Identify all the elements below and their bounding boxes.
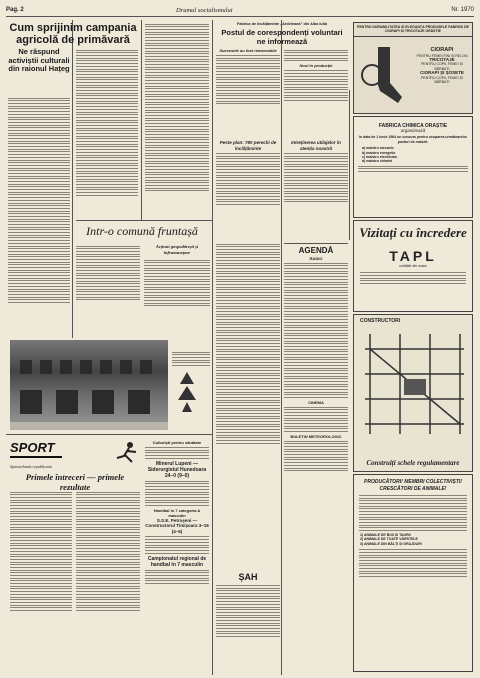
- ad-producers: PRODUCĂTORI! MEMBRI COLECTIVIȘTI! CRESCĂTORI DE ANIMALE! 1) ANIMALE DE BOII ȘI TAURII 2) ANIMALE DE TOATE VÂRSTELE 3) ANIMALE DIN BĂLȚI ȘI GRAJDURI: [353, 474, 473, 672]
- scaffolding-icon: [360, 329, 466, 439]
- ad-chemical-factory: FABRICA CHIMICA ORAȘTIE organizează în data de 1 iunie 1964 un concurs pentru ocuparea următoarelor posturi de maiștri: a) maistru mecanic b) maistru energetic c) maistru electrician d) maistru chimist: [353, 116, 473, 218]
- newspaper-title: Drumul socialismului: [176, 7, 233, 14]
- page-number: Pag. 2: [6, 7, 24, 13]
- handball-result: S.S.E. Petroșeni — Constructorul Timișoara 3–16 (4–6): [145, 517, 209, 534]
- page-header: [6, 6, 474, 17]
- decorative-ornament-icon: [172, 368, 202, 418]
- stocking-icon: [358, 45, 408, 107]
- sport-logo: SPORT: [10, 440, 62, 460]
- match-result: Minerul Lupeni — Siderurgistul Hunedoara 24–0 (9–0): [147, 460, 207, 479]
- subhead-new-production: Noul în producție: [299, 63, 333, 69]
- ad-hosiery-factory: PENTRU DURABILITATEA ȘI ELEGANȚA PRODUSELE FABRICII DE CIORAPI ȘI TRICOTAJE ORĂȘTIE CIORAPI PENTRU FEMEI FINI ȘI RELON TRICOTAJE PENTRU COPII, FEMEI ȘI BĂRBAȚI CIORAPI ȘI ȘOSETE PENTRU COPII, FEMEI ȘI BĂRBAȚI: [353, 22, 473, 114]
- regional-championship: Campionatul regional de handbal în 7 masculin: [147, 555, 207, 568]
- agenda-headline: AGENDĂ: [298, 246, 334, 255]
- article-body-col1: [8, 96, 70, 336]
- sport-subtitle: Spartachiada republicană: [10, 464, 52, 469]
- headline-correspondents: Postul de corespondenți voluntari ne informează: [221, 28, 343, 46]
- subhead-successes: Succesele au fost remarcabile: [219, 48, 277, 53]
- agenda-column: [284, 246, 348, 674]
- issue-number: Nr. 1970: [451, 7, 474, 13]
- street-photo: [10, 340, 168, 430]
- athlete-icon: [112, 440, 142, 466]
- headline-agricultural: Cum sprijinim campania agricolă de primăvară: [9, 22, 137, 46]
- ad-tapl: Vizitați cu încredere TAPL unitățile din orașe: [353, 220, 473, 312]
- factory-kicker: Fabrica de încălțăminte „Ardeleana” din Alba Iulia: [237, 22, 327, 26]
- article-body-col1b: [76, 48, 138, 218]
- culture-headline: Culturiști pentru sănătate: [152, 440, 202, 445]
- subhead-over-plan: Peste plan: 780 perechi de încălțăminte: [219, 140, 277, 151]
- radio-heading: RADIO: [309, 256, 323, 261]
- article-agricultural-campaign: [8, 22, 138, 46]
- ad-scaffolding: CONSTRUCTORI Construiți schele regulamentare: [353, 314, 473, 472]
- subhead-cultural-activists: Ne răspund activiștii culturali din raionul Hațeg: [8, 48, 70, 73]
- handball-category: Handbal în 7 categoria A masculin: [153, 507, 201, 518]
- cinema-heading: CINEMA: [308, 400, 324, 406]
- subhead-maintenance: Intreținerea utilajelor în atenția noastră: [291, 140, 341, 151]
- article-body-col2a: [145, 22, 209, 218]
- subhead-household-actions: Acțiuni gospodărești și înfrumusețare: [155, 244, 199, 255]
- sport-headline: Primele întreceri — primele rezultate: [25, 472, 125, 492]
- headline-leading-commune: Intr-o comună fruntașă: [86, 224, 198, 238]
- chess-headline: ȘAH: [238, 572, 258, 582]
- weather-heading: BULETIN METEOROLOGIC: [290, 433, 342, 439]
